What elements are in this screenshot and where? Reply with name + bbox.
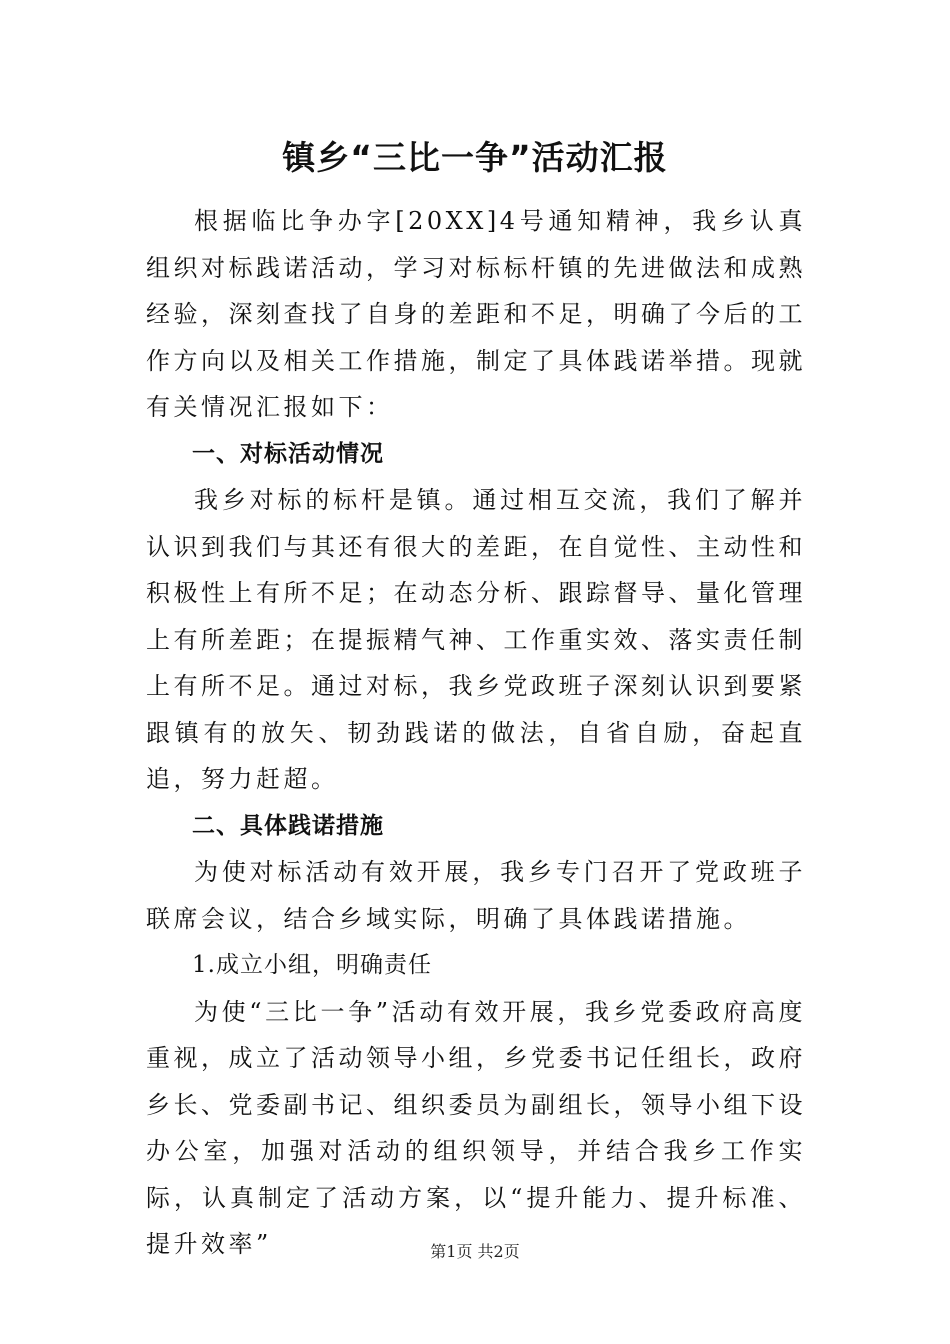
document-body [146,198,806,1268]
intro-paragraph: 根据临比争办字[20XX]4号通知精神，我乡认真组织对标践诺活动，学习对标标杆镇的先进做法和成熟经验，深刻查找了自身的差距和不足，明确了今后的工作方向以及相关工作措施，制定了具体践诺举措。现就有关情况汇报如下： [146,207,806,421]
section-2-paragraph: 为使对标活动有效开展，我乡专门召开了党政班子联席会议，结合乡域实际，明确了具体践诺措施。 [146,858,806,933]
section-heading-1: 一、对标活动情况 [192,440,384,467]
subsection-1-paragraph: 为使“三比一争”活动有效开展，我乡党委政府高度重视，成立了活动领导小组，乡党委书记任组长，政府乡长、党委副书记、组织委员为副组长，领导小组下设办公室，加强对活动的组织领导，并结合我乡工作实际，认真制定了活动方案，以“提升能力、提升标准、提升效率” [146,997,806,1258]
subsection-heading-1: 1.成立小组，明确责任 [192,952,432,978]
document-title: 镇乡“三比一争”活动汇报 [282,138,668,177]
page-footer: 第1页 共2页 [430,1242,520,1261]
section-heading-2: 二、具体践诺措施 [192,812,384,839]
section-1-paragraph: 我乡对标的标杆是镇。通过相互交流，我们了解并认识到我们与其还有很大的差距，在自觉性、主动性和积极性上有所不足；在动态分析、跟踪督导、量化管理上有所差距；在提振精气神、工作重实效、落实责任制上有所不足。通过对标，我乡党政班子深刻认识到要紧跟镇有的放矢、韧劲践诺的做法，自省自励，奋起直追，努力赶超。 [146,486,806,793]
